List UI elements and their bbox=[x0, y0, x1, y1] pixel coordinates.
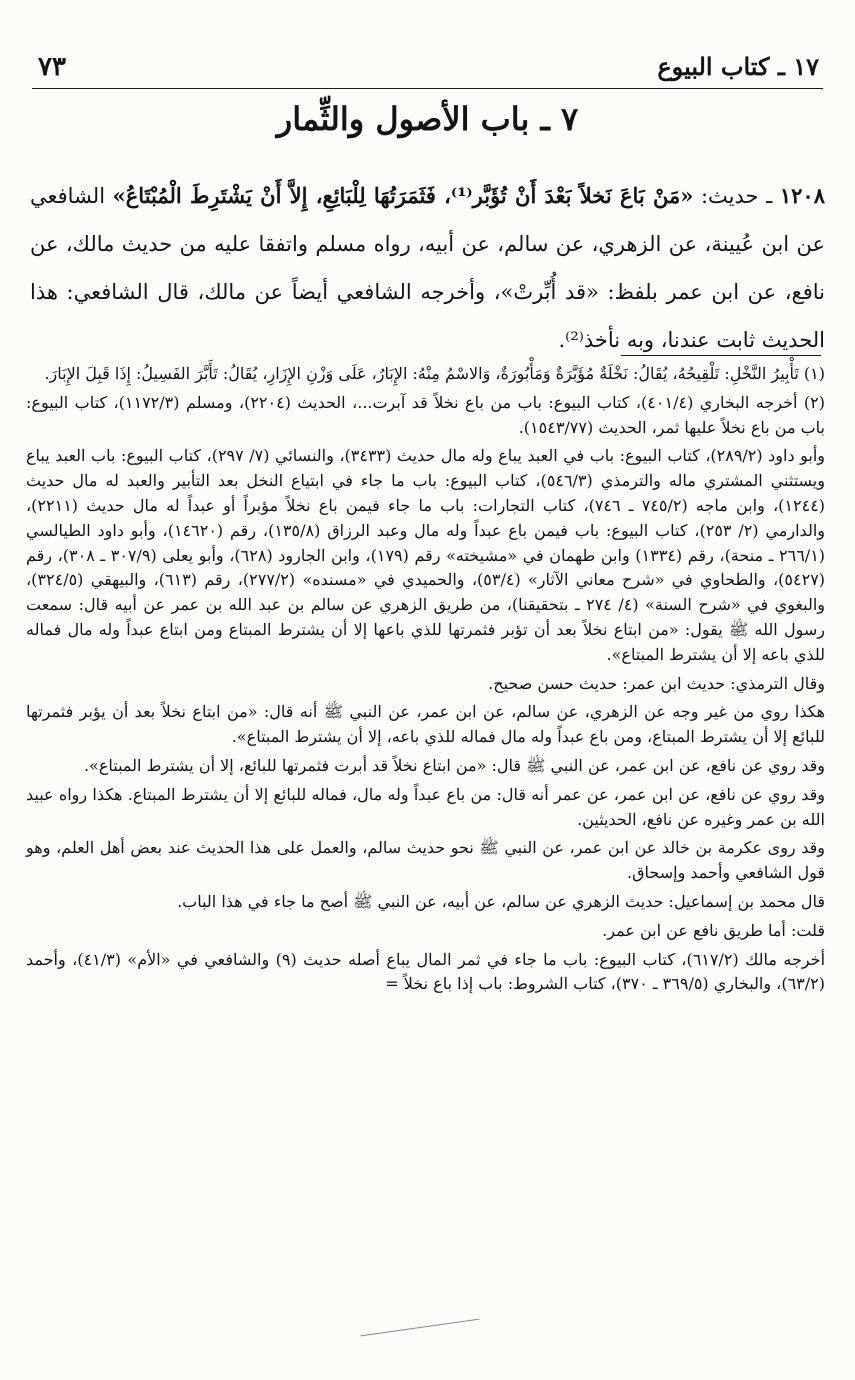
footnote-paragraph: وقد روي عن نافع، عن ابن عمر، عن النبي ﷺ قال: «من ابتاع نخلاً قد أبرت فثمرتها للبائع، إلا أن يشترط المبتاع». bbox=[83, 755, 825, 775]
footnote-divider bbox=[621, 355, 821, 356]
footnote-paragraph: وقد روي عن نافع، عن ابن عمر، عن عمر أنه قال: من باع عبداً وله مال، فماله للبائع إلا أن يشترط المبتاع. هكذا رواه عبيد الله بن عمر وغيره عن نافع، الحديثين. bbox=[26, 784, 825, 829]
footnotes bbox=[26, 362, 825, 1001]
footnote-paragraph: وقد روى عكرمة بن خالد عن ابن عمر، عن النبي ﷺ نحو حديث سالم، والعمل على هذا الحديث عند بعض أهل العلم، وهو قول الشافعي وأحمد وإسحاق. bbox=[26, 838, 825, 883]
hadith-body: الشافعي عن ابن عُيينة، عن الزهري، عن سالم، عن أبيه، رواه مسلم واتفقا عليه من حديث مالك، عن نافع، عن ابن عمر بلفظ: «قد أُبِّرتْ»، وأخرجه الشافعي أيضاً عن مالك، قال الشافعي: هذا الحديث ثابت عندنا، وبه نأخذ⁽²⁾. bbox=[30, 184, 825, 352]
footnote-paragraph: وقال الترمذي: حديث ابن عمر: حديث حسن صحيح. bbox=[488, 673, 825, 693]
hadith-quote: «مَنْ بَاعَ نَخلاً بَعْدَ أَنْ تُؤَبَّر⁽¹⁾، فَثَمَرَتُهَا لِلْبَائِعِ، إِلاَّ أَنْ يَشْتَرِطَ الْمُبْتَاعُ» bbox=[112, 183, 694, 208]
footnote-2: (٢) أخرجه البخاري (٤٠١/٤)، كتاب البيوع: باب من باع نخلاً قد آبرت...، الحديث (٢٢٠٤)، ومسلم (١١٧٢/٣)، كتاب البيوع: باب من باع نخلاً عليها ثمر، الحديث (١٥٤٣/٧٧). bbox=[26, 392, 825, 437]
main-text bbox=[30, 172, 825, 364]
page-header bbox=[32, 50, 823, 89]
footnote-paragraph: أخرجه مالك (٦١٧/٢)، كتاب البيوع: باب ما جاء في ثمر المال يباع أصله حديث (٩) والشافعي في «الأم» (٤١/٣)، وأحمد (٦٣/٢)، والبخاري (٣٦٩/٥ ـ ٣٧٠)، كتاب الشروط: باب إذا باع نخلاً = bbox=[26, 949, 826, 994]
footnote-paragraph: قلت: أما طريق نافع عن ابن عمر. bbox=[602, 920, 825, 940]
footnote-paragraph: وأبو داود (٢٨٩/٢)، كتاب البيوع: باب في العبد يباع وله مال حديث (٣٤٣٣)، والنسائي (٧/ ٢٩٧)، كتاب البيوع: باب العبد يباع ويستثني المشتري ماله والترمذي (٥٤٦/٣)، كتاب البيوع: باب ما جاء في ابتياع النخل بعد التأبير والعبد له مال حديث (١٢٤٤)، وابن ماجه (٧٤٥/٢ ـ ٧٤٦)، كتاب التجارات: باب ما جاء فيمن باع نخلاً مؤبراً أو عبداً له مال حديث (٢٢١١)، والدارمي (٢/ ٢٥٣)، كتاب البيوع: باب فيمن باع عبداً وله مال وعبد الرزاق (١٣٥/٨)، رقم (١٤٦٢٠)، وأبو داود الطيالسي (٢٦٦/١ ـ منحة)، رقم (١٣٣٤) وابن طهمان في «مشيخته» رقم (١٧٩)، وابن الجارود (٦٢٨)، وأبو يعلى (٣٠٧/٩ ـ ٣٠٨)، رقم (٥٤٢٧)، والطحاوي في «شرح معاني الآثار» (٥٣/٤)، والحميدي في «مسنده» (٢٧٧/٢)، رقم (٦١٣)، والبيهقي (٣٢٤/٥)، والبغوي في «شرح السنة» (٤/ ٢٧٤ ـ بتحقيقنا)، من طريق الزهري عن سالم بن عبد الله بن عمر عن أبيه قال: سمعت رسول الله ﷺ يقول: «من ابتاع نخلاً بعد أن تؤبر فثمرتها للذي باعها إلا أن يشترط المبتاع ومن ابتاع عبداً وله مال فماله للذي باعه إلا أن يشترط المبتاع». bbox=[26, 446, 826, 664]
footnote-1: (١) تَأْبِيرُ النَّخْلِ: تَلْقِيحُهُ، يُقَالُ: نَخْلَةٌ مُؤَبَّرَةٌ وَمَأْبُورَةٌ، وَالاسْمُ مِنْهُ: الإِبَارُ، عَلَى وَزْنِ الإِزَارِ، يُقَالُ: تَأَبَّرَ الفَسِيلُ: إِذَا قَبِلَ الإِبَارَ. bbox=[44, 364, 825, 383]
section-title: ٧ ـ باب الأصول والثِّمار bbox=[276, 100, 579, 138]
hadith-number: ١٢٠٨ bbox=[779, 183, 825, 208]
footnote-paragraph: هكذا روي من غير وجه عن الزهري، عن سالم، عن ابن عمر، عن النبي ﷺ أنه قال: «من ابتاع نخلاً بعد أن يؤبر فثمرتها للبائع إلا أن يشترط المبتاع، ومن باع عبداً وله مال فماله للذي باعه، إلا أن يشترط المبتاع». bbox=[26, 702, 826, 747]
scan-mark bbox=[361, 1319, 480, 1337]
page-number: ٧٣ bbox=[38, 52, 66, 82]
footnote-paragraph: قال محمد بن إسماعيل: حديث الزهري عن سالم، عن أبيه، عن النبي ﷺ أصح ما جاء في هذا الباب. bbox=[177, 891, 825, 911]
hadith-prefix: ـ حديث: bbox=[693, 184, 780, 208]
chapter-title: ١٧ ـ كتاب البيوع bbox=[657, 52, 819, 81]
